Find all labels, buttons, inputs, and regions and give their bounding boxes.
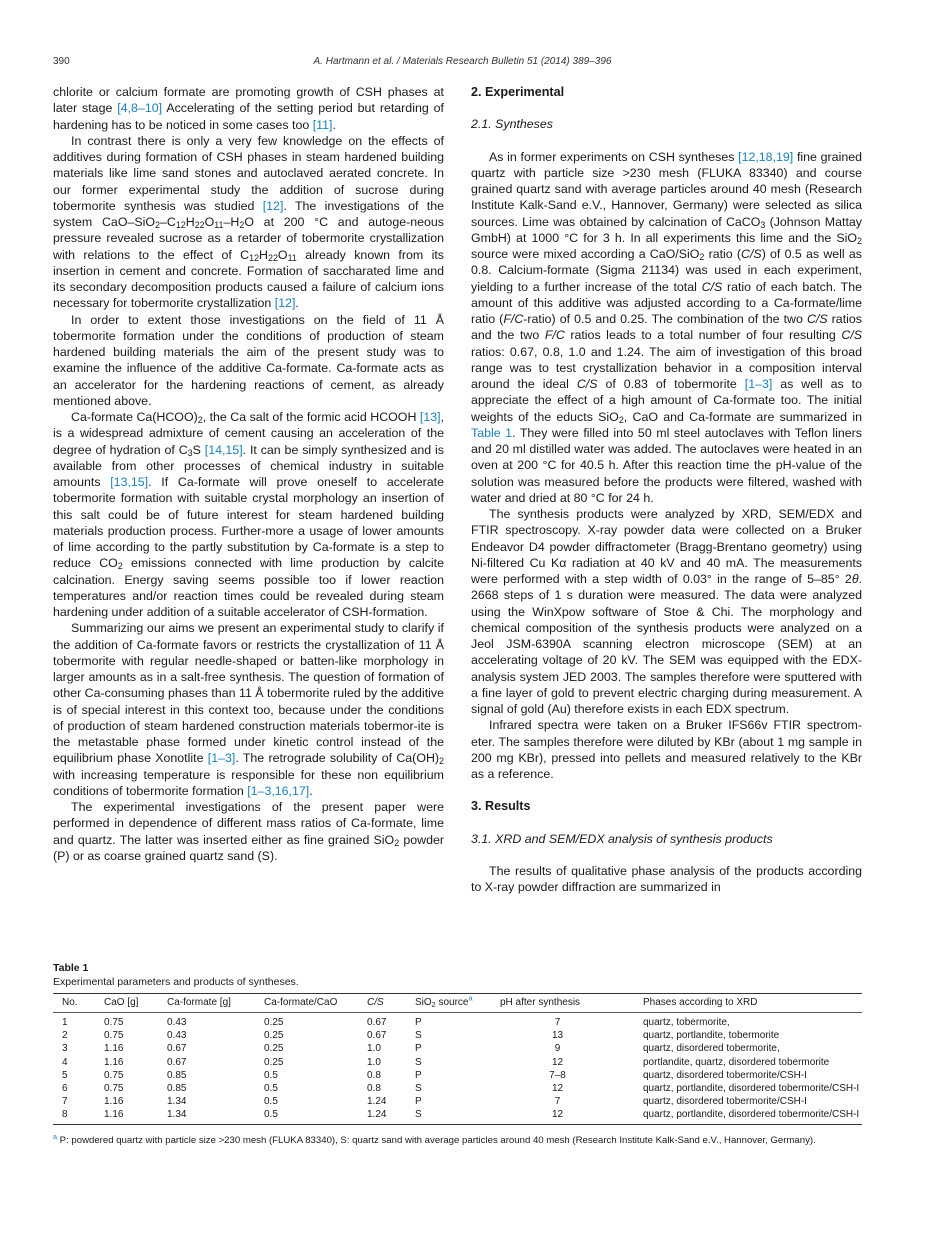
paragraph: The synthesis products were analyzed by XRD, SEM/EDX and FTIR spectroscopy. X-ray powder data were collected on a Bruker Endeavor D4 powder diffractometer (Bragg-Brentano geometry) using Ni-filtered Cu Kα radiation at 40 kV and 40 mA. The measurements were performed with a step width of 0.03° in the range of 5–85° 2θ. 2668 steps of 1 s duration were measured. The data were analyzed using the WinXpow software of Stoe & Chi. The morphology and chemical composition of the synthesis products were analyzed on a Jeol JSM-6390A scanning electron microscope (SEM) at an accelerating voltage of 20 kV. The SEM was equipped with the EDX-analysis system JED 2003. The samples therefore were sputtered with a fine layer of gold to prevent electric charging during measurement. A signal of gold (Au) therefore exists in each EDX spectrum. (471, 507, 862, 716)
table-row (53, 1056, 862, 1069)
citation-link[interactable]: [13] (419, 410, 441, 424)
paragraph: In order to extent those investigations on the field of 11 Å tobermorite formation under the conditions of production of steam hardened building materials the aim of the present study was to examine the influence of the additive Ca-formate. Ca-formate acts as an accelerator for the hardening reactions of cement, as already mentioned above. (53, 312, 444, 408)
cell-ratio: 0.5 (264, 1069, 278, 1081)
cell-cao: 0.75 (104, 1030, 124, 1042)
cell-ratio: 0.25 (264, 1043, 284, 1055)
column-header-ph: pH after synthesis (500, 997, 581, 1008)
cell-ph: 12 (551, 1083, 564, 1095)
cell-ratio: 0.25 (264, 1030, 284, 1042)
cell-cs: 1.24 (367, 1109, 387, 1121)
table-row (53, 1013, 862, 1030)
cell-cs: 1.24 (367, 1096, 387, 1108)
cell-ca-formate: 0.67 (167, 1043, 187, 1055)
column-header-ratio: Ca-formate/CaO (264, 997, 338, 1008)
citation-link[interactable]: [12] (274, 296, 296, 311)
cell-ph: 13 (551, 1030, 564, 1042)
cell-ph: 7 (554, 1017, 561, 1028)
cell-ratio: 0.25 (264, 1017, 284, 1028)
table-row (53, 1042, 862, 1055)
cell-ph: 9 (554, 1043, 561, 1055)
paragraph: The experimental investigations of the present paper were performed in dependence of different mass ratios of Ca-formate, lime and quartz. The latter was inserted either as fine grained SiO$_2$ powder (P) or as coarse grained quartz sand (S). (53, 800, 444, 863)
cell-cs: 1.0 (367, 1056, 381, 1068)
cell-sio2-source: P (415, 1069, 422, 1081)
table-1 (53, 962, 862, 1147)
cell-ratio: 0.5 (264, 1083, 278, 1095)
journal-citation: A. Hartmann et al. / Materials Research Bulletin 51 (2014) 389–396 (313, 56, 612, 67)
cell-cao: 1.16 (104, 1109, 124, 1121)
cell-cs: 0.67 (367, 1017, 387, 1028)
paragraph: The results of qualitative phase analysis of the products according to X-ray powder diffraction are summarized in (471, 863, 862, 894)
paragraph: chlorite or calcium formate are promoting growth of CSH phases at later stage [4,8–10] Accelerating of the setting period but retarding of hardening has to be noticed in some cases too [11]. (53, 85, 444, 132)
cell-ratio: 0.5 (264, 1096, 278, 1108)
cell-ca-formate: 0.43 (167, 1017, 187, 1028)
paragraph: In contrast there is only a very few knowledge on the effects of additives during formation of CSH phases in steam hardened building materials like lime sand stones and autoclaved aerated concrete. In our former experimental study the addition of sucrose during tobermorite synthesis was studied [12]. The investigations of the system CaO–$SiO_2-C_{12}H_{22}O_{11}-H_2O$ at 200 °C and autoge-neous pressure revealed sucrose as a retarder of tobermorite crystallization with relations to the effect of $C_{12}H_{22}O_{11}$ already known from its insertion in cement and concrete. Formation of saccharated lime and its secondary decomposition products caused a failure of calcium ions necessary for tobermorite crystallization [12]. (53, 133, 444, 311)
citation-link[interactable]: [14,15] (204, 442, 243, 457)
table-footnote: $^a$ P: powdered quartz with particle size >230 mesh (FLUKA 83340), S: quartz sand with average particles around 40 mesh (Research Institute Kalk-Sand e.V., Hannover, Germany). (53, 1131, 816, 1146)
cell-ca-formate: 1.34 (167, 1109, 187, 1121)
cell-phases: quartz, portlandite, disordered tobermorite/CSH-I (643, 1109, 860, 1121)
paragraph: Infrared spectra were taken on a Bruker IFS66v FTIR spectrom-eter. The samples therefore were diluted by KBr (about 1 mg sample in 200 mg KBr), pressed into pellets and measured relatively to the KBr as a reference. (471, 718, 862, 781)
citation-link[interactable]: [1–3,16,17] (247, 783, 310, 798)
table-header-row (53, 994, 862, 1013)
cell-phases: quartz, disordered tobermorite/CSH-I (643, 1096, 807, 1108)
column-header-sio2-source: SiO$_2$ source$^a$ (415, 993, 473, 1009)
page-number: 390 (53, 56, 70, 67)
table-link[interactable]: Table 1 (471, 425, 513, 440)
cell-cs: 0.67 (367, 1030, 387, 1042)
column-header-cao: CaO [g] (104, 997, 139, 1008)
table-row (53, 1082, 862, 1095)
cell-sio2-source: S (415, 1083, 422, 1095)
citation-link[interactable]: [12] (262, 198, 284, 213)
citation-link[interactable]: [1–3] (744, 377, 773, 391)
cell-cao: 0.75 (104, 1017, 124, 1028)
cell-ph: 12 (551, 1109, 564, 1121)
cell-ca-formate: 0.85 (167, 1069, 187, 1081)
table-label: Table 1 (53, 962, 89, 974)
footnote-marker: a (53, 1131, 57, 1141)
footnote-link[interactable]: a (468, 993, 473, 1003)
column-header-ca-formate: Ca-formate [g] (167, 997, 231, 1008)
citation-link[interactable]: [11] (312, 117, 333, 132)
right-column (471, 84, 862, 895)
cell-sio2-source: P (415, 1096, 422, 1108)
table-row (53, 1069, 862, 1082)
cell-cs: 1.0 (367, 1043, 381, 1055)
cell-cao: 1.16 (104, 1096, 124, 1108)
cell-phases: quartz, tobermorite, (643, 1017, 730, 1028)
cell-cao: 0.75 (104, 1069, 124, 1081)
cell-cao: 1.16 (104, 1043, 124, 1055)
table-row (53, 1108, 862, 1124)
cell-cs: 0.8 (367, 1083, 381, 1095)
cell-ca-formate: 1.34 (167, 1096, 187, 1108)
cell-sio2-source: S (415, 1109, 422, 1121)
cell-no: 3 (62, 1043, 68, 1055)
cell-phases: portlandite, quartz, disordered tobermorite (643, 1056, 830, 1068)
cell-sio2-source: P (415, 1017, 422, 1028)
cell-phases: quartz, portlandite, tobermorite (643, 1030, 780, 1042)
column-header-no: No. (62, 997, 78, 1008)
cell-ph: 7–8 (549, 1069, 566, 1081)
column-header-phases: Phases according to XRD (643, 997, 758, 1008)
column-header-cs: C/S (367, 997, 384, 1008)
subsection-heading: 2.1. Syntheses (471, 117, 553, 132)
paragraph: As in former experiments on CSH syntheses [12,18,19] fine grained quartz with particle size >230 mesh (FLUKA 83340) and course grained quartz sand with average particles around 40 mesh (Research Institute Kalk-Sand e.V., Hannover, Germany) were selected as silica sources. Lime was obtained by calcination of CaCO$_3$ (Johnson Mattay GmbH) at 1000 °C for 3 h. In all experiments this lime and the SiO$_2$ source were mixed according a CaO/SiO$_2$ ratio (C/S) of 0.5 as well as 0.8. Calcium-formate (Sigma 21134) was used in each experiment, yielding to a further increase of the total C/S ratio of each batch. The amount of this additive was adjusted according to a Ca-formate/lime ratio (F/C-ratio) of 0.5 and 0.25. The combination of the two C/S ratios and the two F/C ratios leads to a total number of four resulting C/S ratios: 0.67, 0.8, 1.0 and 1.24. The aim of investigation of this broad range was to test crystallization behavior in a composition interval around the ideal C/S of 0.83 of tobermorite [1–3] as well as to appreciate the effect of a high amount of Ca-formate too. The initial weights of the educts SiO$_2$, CaO and Ca-formate are summarized in Table 1. They were filled into 50 ml steel autoclaves with Teflon liners and 20 ml distilled water was added. The autoclaves were heated in an oven at 200 °C for 40.5 h. After this reaction time the pH-value of the solution was measured before the products were filtered, washed with water and dried at 80 °C for 24 h. (471, 149, 863, 505)
cell-phases: quartz, disordered tobermorite/CSH-I (643, 1069, 807, 1081)
table-row (53, 1095, 862, 1108)
cell-no: 5 (62, 1069, 68, 1081)
cell-no: 1 (62, 1017, 68, 1028)
cell-cao: 1.16 (104, 1056, 124, 1068)
cell-no: 8 (62, 1109, 68, 1121)
cell-ph: 7 (554, 1096, 561, 1108)
cell-no: 4 (62, 1056, 68, 1068)
section-heading: 2. Experimental (471, 85, 565, 99)
cell-no: 7 (62, 1096, 68, 1108)
cell-ratio: 0.25 (264, 1056, 284, 1068)
cell-cao: 0.75 (104, 1083, 124, 1095)
left-column (53, 84, 444, 864)
section-heading: 3. Results (471, 799, 531, 814)
cell-phases: quartz, portlandite, disordered tobermorite/CSH-I (643, 1083, 860, 1095)
table-caption: Experimental parameters and products of syntheses. (53, 976, 299, 988)
paragraph: Ca-formate $Ca(HCOO)_2$, the Ca salt of the formic acid HCOOH [13], is a widespread admixture of cement causing an acceleration of the degree of hydration of $C_3S$ [14,15]. It can be simply synthesized and is available from other processes of chemical industry in suitable amounts [13,15]. If Ca-formate will prove oneself to accelerate tobermorite formation with suitable crystal morphology an insertion of this salt could be of future interest for steam hardened building materials production process. Further-more a usage of lower amounts of lime according to the partly substitution by Ca-formate is a step to reduce $CO_2$ emissions connected with lime production by calcite calcination. Energy saving seems possible too if lower reaction temperatures and/or reaction times could be revealed during steam hardening under addition of a suitable accelerator of CSH-formation. (53, 410, 444, 619)
cell-cs: 0.8 (367, 1069, 381, 1081)
paragraph: Summarizing our aims we present an experimental study to clarify if the addition of Ca-formate favors or restricts the crystallization of 11 Å tobermorite with regular needle-shaped or batten-like morphology in larger amounts as in a salt-free synthesis. The question of formation of other Ca-consuming phases than 11 Å tobermorite ruled by the additive is of special interest in this context too, because under the conditions of production of steam hardened construction materials tobermor-ite is the metastable phase formed under kinetic control instead of the equilibrium phase Xonotlite [1–3]. The retrograde solubility of $Ca(OH)_2$ with increasing temperature is responsible for these non equilibrium conditions of tobermorite formation [1–3,16,17]. (53, 621, 444, 798)
citation-link[interactable]: [1–3] (207, 751, 236, 766)
table-row (53, 1029, 862, 1042)
citation-link[interactable]: [12,18,19] (738, 149, 794, 164)
citation-link[interactable]: [4,8–10] (117, 101, 163, 116)
cell-ratio: 0.5 (264, 1109, 278, 1121)
cell-ph: 12 (551, 1056, 564, 1068)
cell-ca-formate: 0.85 (167, 1083, 187, 1095)
cell-sio2-source: S (415, 1056, 422, 1068)
data-table (53, 993, 862, 1125)
cell-no: 2 (62, 1030, 68, 1042)
cell-no: 6 (62, 1083, 68, 1095)
cell-ca-formate: 0.67 (167, 1056, 187, 1068)
cell-ca-formate: 0.43 (167, 1030, 187, 1042)
cell-phases: quartz, disordered tobermorite, (643, 1043, 780, 1055)
subsection-heading: 3.1. XRD and SEM/EDX analysis of synthesis products (471, 831, 773, 846)
cell-sio2-source: P (415, 1043, 422, 1055)
cell-sio2-source: S (415, 1030, 422, 1042)
citation-link[interactable]: [13,15] (110, 475, 149, 489)
